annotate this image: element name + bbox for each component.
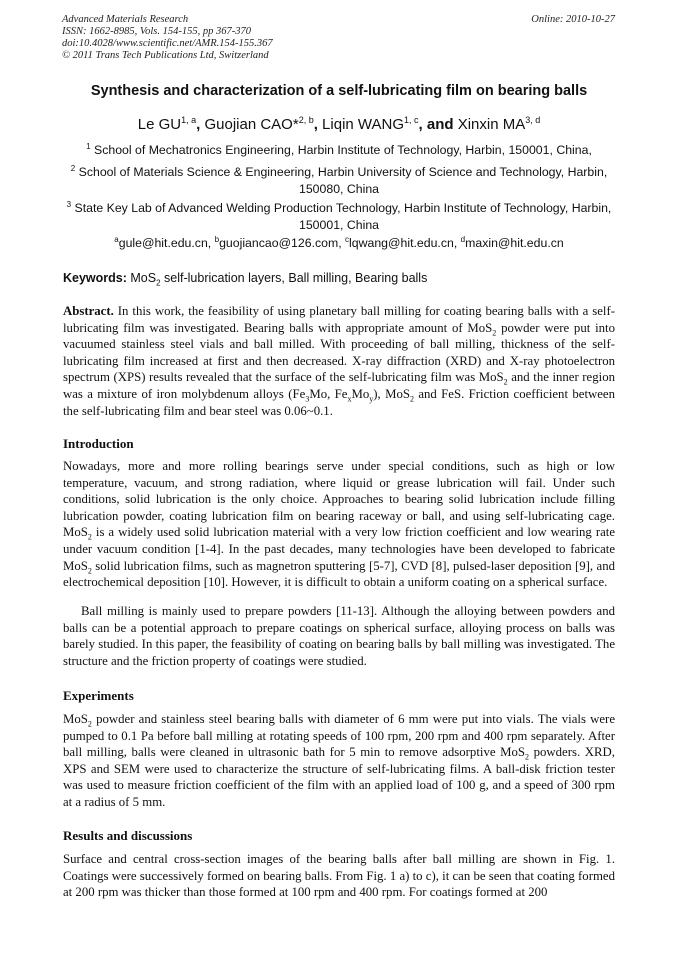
journal-header <box>62 14 273 62</box>
email-address: lqwang@hit.edu.cn, <box>349 236 461 251</box>
abstract-text: In this work, the feasibility of using planetary ball milling for coating bearing balls with a self-lubricating film was investigated. Bearing balls with appropriate amount of MoS <box>63 304 615 335</box>
affiliation-text: School of Mechatronics Engineering, Harbin Institute of Technology, Harbin, 150001, China, <box>94 143 592 158</box>
abstract-text: ), MoS <box>373 386 410 401</box>
subscript: 2 <box>525 752 530 762</box>
subscript: y <box>369 394 374 404</box>
affiliation-number: 1 <box>86 142 91 151</box>
author-name: Xinxin MA <box>457 116 526 133</box>
abstract-text: Mo <box>351 386 370 401</box>
affiliation-1 <box>55 138 623 159</box>
subscript: x <box>347 394 352 404</box>
body-text: Nowadays, more and more rolling bearings serve under special conditions, such as high or low temperature, vacuum, and strong radiation, where liquid or grease lubrication will fail. Under such conditions, solid lubrication is the only choice. Approaches to bearing solid lubrication include filling lubrication powder, coating lubrication film on bearing raceway or ball, and using self-lubricating cage. MoS <box>63 459 615 540</box>
subscript: 3 <box>305 394 310 404</box>
abstract-text: and the inner region was a mixture of iron molybdenum alloys (Fe <box>63 370 615 401</box>
author-name: Liqin WANG <box>322 116 405 133</box>
affiliation-number: 3 <box>66 200 72 209</box>
email-address: maxin@hit.edu.cn <box>465 236 564 251</box>
body-text: MoS <box>63 712 88 726</box>
affiliation-2 <box>55 160 623 198</box>
subscript: 2 <box>87 719 92 729</box>
keywords-text: self-lubrication layers, Ball milling, Bearing balls <box>160 271 428 285</box>
email-address: gule@hit.edu.cn, <box>118 236 215 251</box>
author-affil-sup: 2, b <box>298 115 314 125</box>
email-sup: a <box>114 235 119 244</box>
email-sup: d <box>460 235 466 244</box>
abstract-text: Mo, Fe <box>309 386 348 401</box>
author-affil-sup: 1, a <box>181 115 197 125</box>
author-separator: , <box>313 116 323 133</box>
email-sup: c <box>345 235 350 244</box>
author-separator: , <box>196 116 205 133</box>
paper-title: Synthesis and characterization of a self-lubricating film on bearing balls <box>90 83 588 99</box>
subscript: 2 <box>156 278 161 288</box>
body-text: is a widely used solid lubrication material with a very low friction coefficient and low wearing rate under vacuum condition [1-4]. In the past decades, many technologies have been developed to fabricate MoS <box>63 525 615 573</box>
author-affil-sup: 3, d <box>525 115 541 125</box>
subscript: 2 <box>503 377 508 387</box>
body-text: solid lubrication films, such as magnetron sputtering [5-7], CVD [8], pulsed-laser deposition [9], and electrochemical deposition [10]. However, it is difficult to obtain a uniform coating on a spherical surface. <box>63 558 615 590</box>
affiliation-3 <box>55 196 623 234</box>
section-heading-introduction: Introduction <box>63 436 134 451</box>
body-text: powders. XRD, XPS and SEM were used to characterize the structure of self-lubricating films. A ball-disk friction tester was used to measure friction coefficient of the film with an applied load of 100 g, and a speed of 300 rpm at a radius of 5 mm. <box>63 745 615 809</box>
email-address: guojiancao@126.com, <box>219 236 346 251</box>
author-separator: , and <box>418 116 458 133</box>
doi-line: doi:10.4028/www.scientific.net/AMR.154-155.367 <box>62 38 273 49</box>
section-heading-results: Results and discussions <box>63 828 193 843</box>
subscript: 2 <box>87 532 92 542</box>
subscript: 2 <box>409 394 414 404</box>
abstract <box>63 303 615 419</box>
author-affil-sup: 1, c <box>404 115 419 125</box>
journal-name: Advanced Materials Research <box>62 14 189 25</box>
subscript: 2 <box>87 566 92 576</box>
section-heading-experiments: Experiments <box>63 688 134 703</box>
abstract-label: Abstract. <box>63 304 114 318</box>
author-name: Guojian CAO* <box>204 116 299 133</box>
keywords-text: MoS <box>126 271 157 285</box>
body-text: powder and stainless steel bearing balls with diameter of 6 mm were put into vials. The vials were pumped to 0.1 Pa before ball milling at rotating speeds of 100 rpm, 200 rpm and 400 rpm separately. After ball milling, balls were cleaned in ultrasonic bath for 5 min to remove adsorptive MoS <box>63 712 615 760</box>
abstract-text: and FeS. Friction coefficient between the self-lubricating film and bear steel was 0.06~0.1. <box>63 386 615 418</box>
affiliation-number: 2 <box>70 164 76 173</box>
introduction-paragraph-1 <box>63 458 615 591</box>
abstract-text: powder were put into vacuumed stainless steel vials and ball milled. With proceeding of ball milling, thickness of the self-lubricating film increased at first and then decreased. X-ray diffraction (XRD) and X-ray photoelectron spectrum (XPS) results revealed that the surface of the self-lubricating film was MoS <box>63 320 615 385</box>
copyright-line: © 2011 Trans Tech Publications Ltd, Switzerland <box>62 50 269 61</box>
subscript: 2 <box>492 328 497 338</box>
author-name: Le GU <box>137 116 182 133</box>
affiliation-text: School of Materials Science & Engineering, Harbin University of Science and Technology, Harbin, 150080, China <box>78 165 608 197</box>
introduction-paragraph-2: Ball milling is mainly used to prepare powders [11-13]. Although the alloying between powders and balls can be a potential approach to prepare coatings on spherical surface, alloying process on balls was barely studied. In this paper, the feasibility of coating on bearing balls by ball milling was investigated. The structure and the friction property of coatings were studied. <box>63 604 615 668</box>
keywords <box>63 271 427 288</box>
email-list <box>55 231 623 252</box>
experiments-paragraph <box>63 711 615 811</box>
keywords-label: Keywords: <box>63 271 127 285</box>
affiliation-text: State Key Lab of Advanced Welding Production Technology, Harbin Institute of Technology, Harbin, 150001, China <box>74 201 612 233</box>
issn-line: ISSN: 1662-8985, Vols. 154-155, pp 367-370 <box>62 26 251 37</box>
email-sup: b <box>214 235 220 244</box>
author-list <box>40 115 638 133</box>
results-paragraph: Surface and central cross-section images of the bearing balls after ball milling are shown in Fig. 1. Coatings were successively formed on bearing balls. From Fig. 1 a) to c), it can be seen that coating formed at 200 rpm was thicker than those formed at 100 rpm and 400 rpm. For coatings formed at 200 <box>63 852 615 900</box>
online-date: Online: 2010-10-27 <box>531 14 615 25</box>
